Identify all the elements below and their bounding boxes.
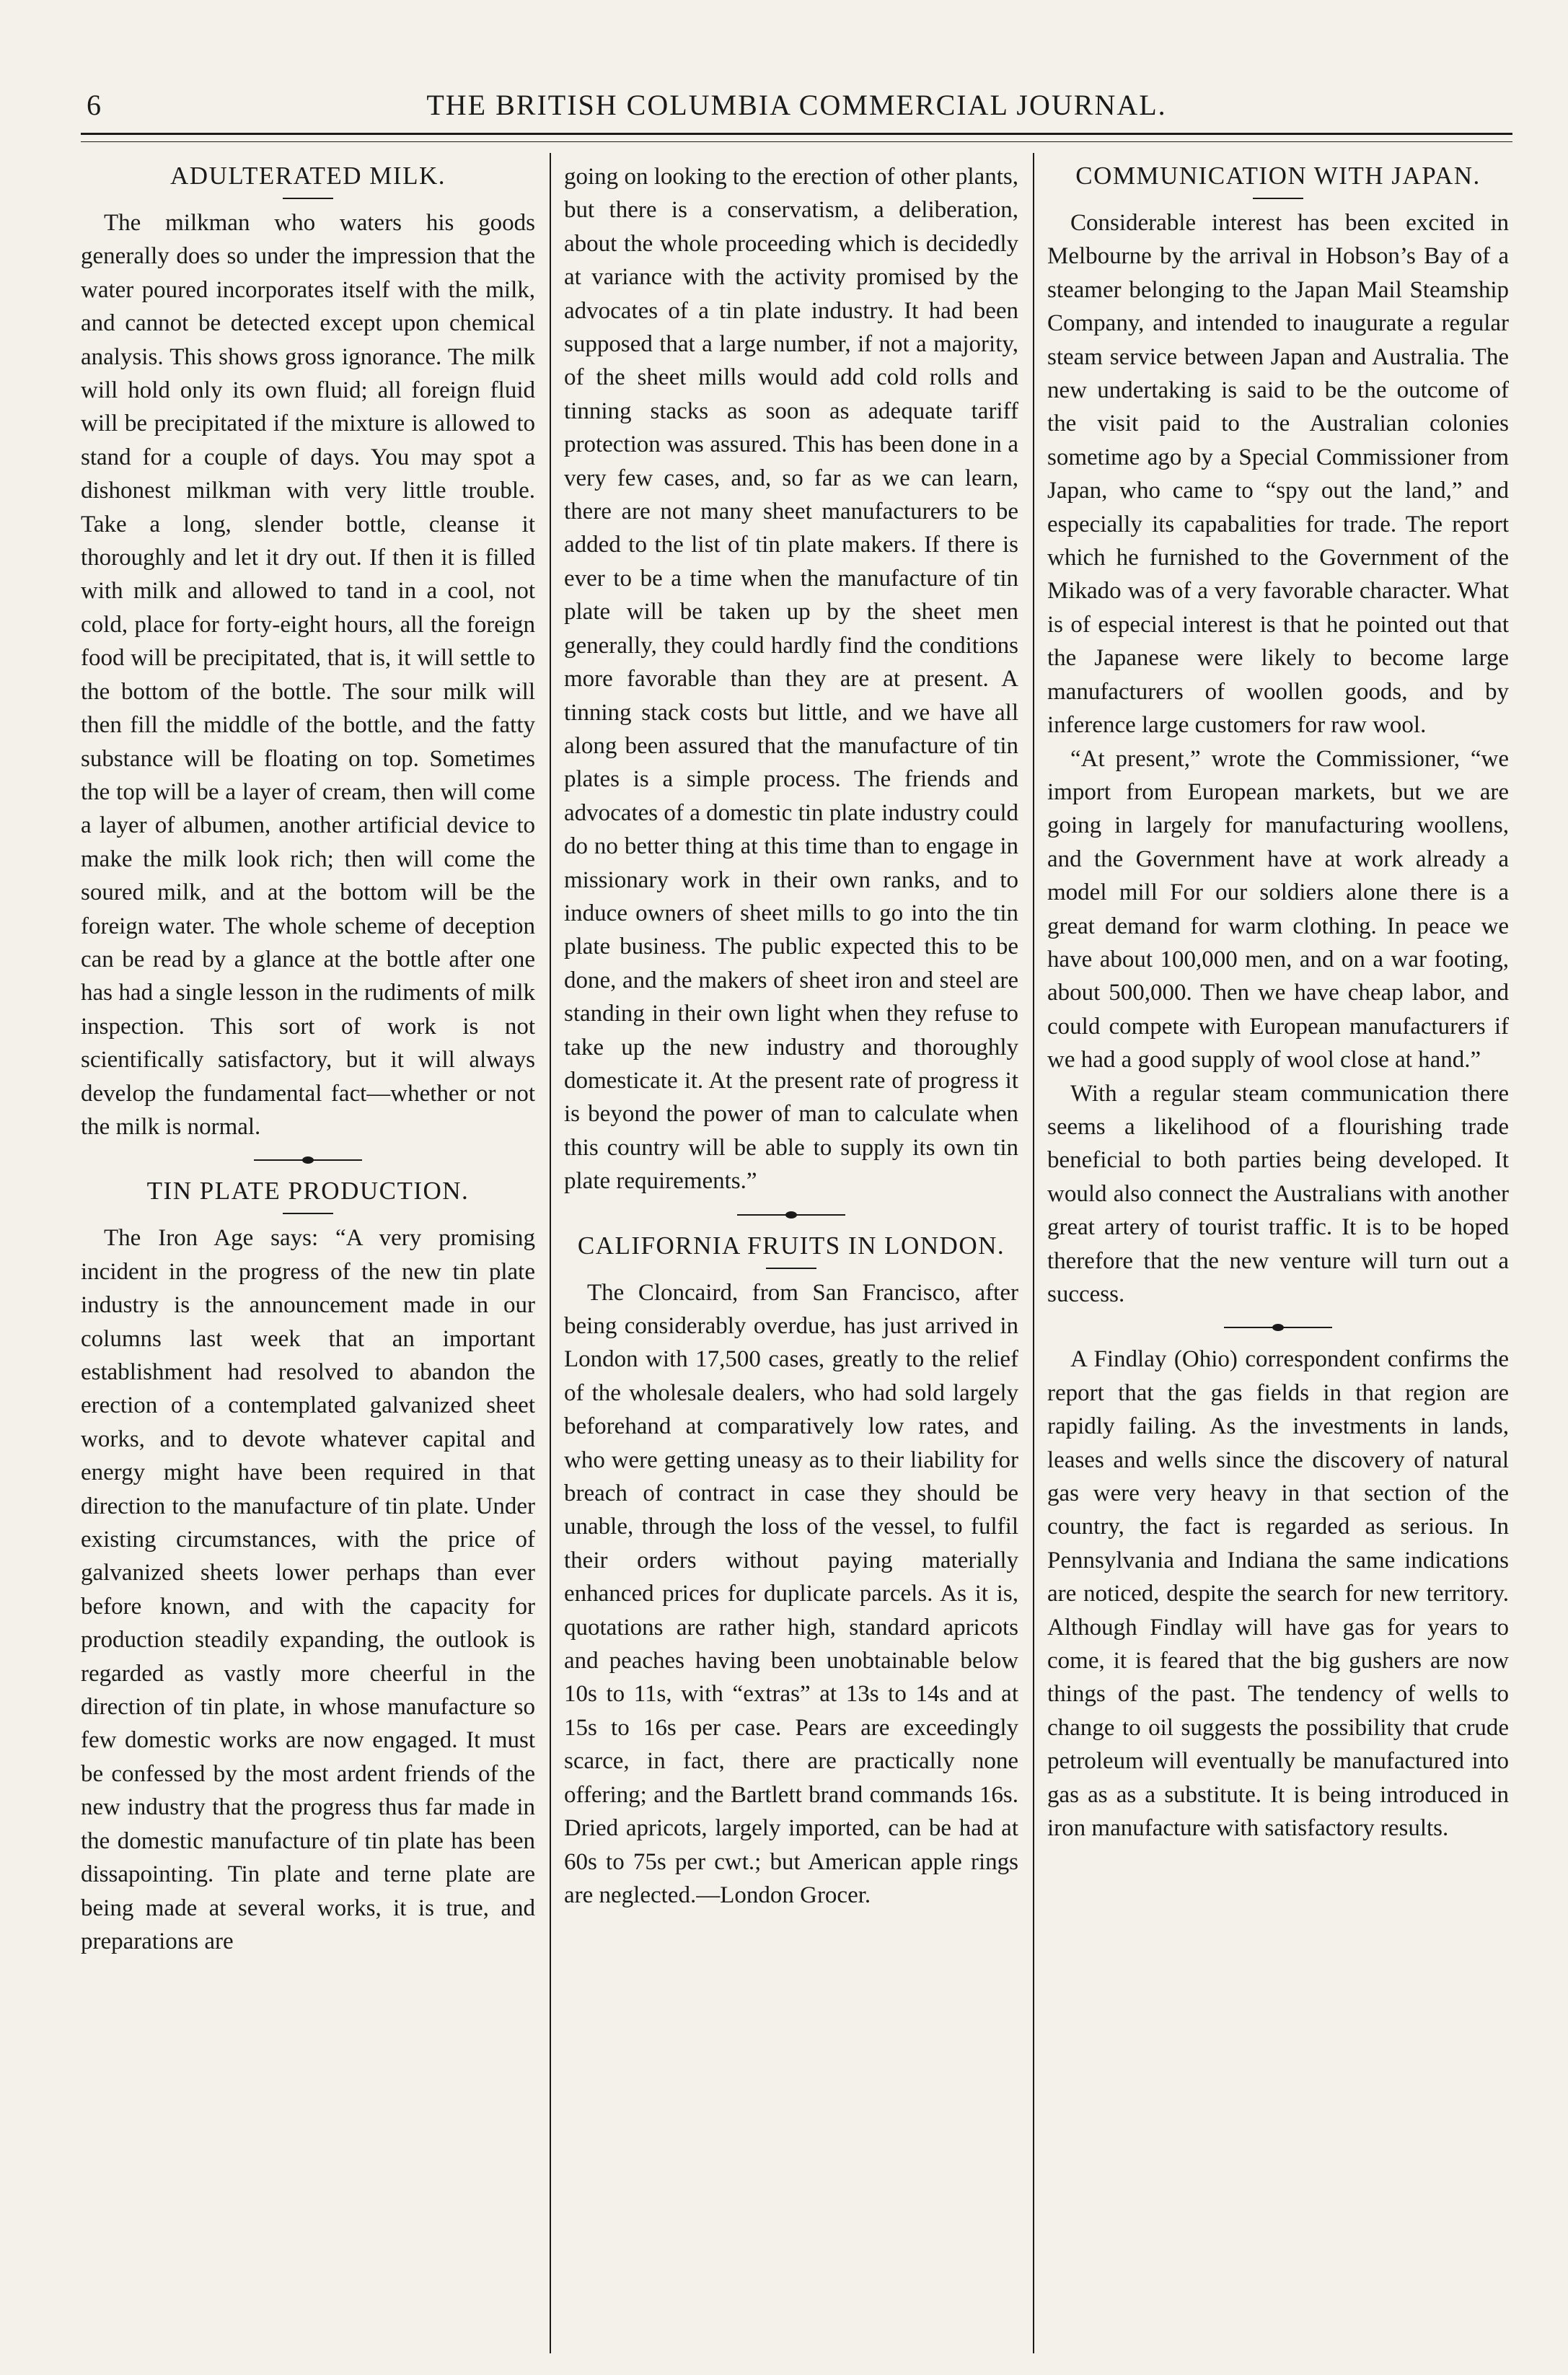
- header-rule: [81, 133, 1512, 135]
- article-paragraph: With a regular steam communication there seems a likelihood of a flourishing trade beneficial to both parties being developed. It would also connect the Australians with another great artery of tourist traffic. It is to be hoped therefore that the new venture will turn out a success.: [1047, 1080, 1509, 1307]
- article-findlay-gas-fields: [1047, 1343, 1509, 1845]
- article-body-continued: going on looking to the erection of other plants, but there is a conservatism, a deliberation, about the whole proceeding which is decidedly at variance with the activity promised by the advocates of a tin plate industry. It had been supposed that a large number, if not a majority, of the sheet mills would add cold rolls and tinning stacks as soon as adequate tariff protection was assured. This has been done in a very few cases, and, so far as we can learn, there are not many sheet manufacturers to be added to the list of tin plate makers. If there is ever to be a time when the manufacture of tin plate will be taken up by the sheet men generally, they could hardly find the conditions more favorable than they are at present. A tinning stack costs but little, and we have all along been assured that the manufacture of tin plates is a simple process. The friends and advocates of a domestic tin plate industry could do no better thing at this time than to engage in missionary work in their own ranks, and to induce owners of sheet mills to go into the tin plate business. The public expected this to be done, and the makers of sheet iron and steel are standing in their own light when they refuse to take up the new industry and thoroughly domesticate it. At the present rate of progress it is beyond the power of man to calculate when this country will be able to supply its own tin plate requirements.”: [564, 164, 1018, 1195]
- article-heading: TIN PLATE PRODUCTION.: [146, 1177, 470, 1206]
- article-body: The Iron Age says: “A very promising incident in the progress of the new tin plate industry is the announcement made in our columns last week that an important establishment had resolved to abandon the erection of a contemplated galvanized sheet works, and to devote whatever capital and energy might have been required in that direction to the manufacture of tin plate. Under existing circumstances, with the price of galvanized sheets lower perhaps than ever before known, and with the capacity for production steadily expanding, the outlook is regarded as vastly more cheerful in the direction of tin plate, in whose manufacture so few domestic works are now engaged. It must be confessed by the most ardent friends of the new industry that the progress thus far made in the domestic manufacture of tin plate has been dissapointing. Tin plate and terne plate are being made at several works, it is true, and preparations are: [81, 1225, 535, 1954]
- article-body: A Findlay (Ohio) correspondent confirms the report that the gas fields in that region are rapidly failing. As the investments in lands, leases and wells since the discovery of natural gas were very heavy in that section of the country, the fact is regarded as serious. In Pennsylvania and Indiana the same indications are noticed, despite the search for new territory. Although Findlay will have gas for years to come, it is feared that the big gushers are now things of the past. The tendency of wells to change to oil suggests the possibility that crude petroleum will eventually be manufactured into gas as as a substitute. It is being introduced in iron manufacture with satisfactory results.: [1047, 1346, 1509, 1842]
- column-2: [564, 160, 1018, 2353]
- journal-title: THE BRITISH COLUMBIA COMMERCIAL JOURNAL.: [426, 89, 1167, 121]
- heading-dash: [283, 198, 333, 199]
- article-paragraph: “At present,” wrote the Commissioner, “we import from European markets, but we are going in largely for manufacturing woollens, and the Government have at work already a model mill For our soldiers alone there is a great demand for warm clothing. In peace we have about 100,000 men, and on a war footing, about 500,000. Then we have cheap labor, and could compete with European manufacturers if we had a good supply of wool close at hand.”: [1047, 745, 1509, 1074]
- running-head: [81, 88, 1512, 131]
- article-tin-plate-continued: [564, 160, 1018, 1198]
- article-separator: [1224, 1322, 1332, 1333]
- article-communication-with-japan: [1047, 160, 1509, 1311]
- article-adulterated-milk: [81, 160, 535, 1143]
- article-heading: CALIFORNIA FRUITS IN LONDON.: [577, 1231, 1005, 1260]
- heading-dash: [1253, 198, 1303, 199]
- column-rule-1: [550, 153, 551, 2353]
- page-number: 6: [87, 89, 101, 121]
- article-separator: [737, 1210, 845, 1220]
- article-body: The milkman who waters his goods generally does so under the impression that the water poured incorporates itself with the milk, and cannot be detected except upon chemical analysis. This shows gross ignorance. The milk will hold only its own fluid; all foreign fluid will be precipitated if the mixture is allowed to stand for a couple of days. You may spot a dishonest milkman with very little trouble. Take a long, slender bottle, cleanse it thoroughly and let it dry out. If then it is filled with milk and allowed to tand in a cool, not cold, place for forty-eight hours, all the foreign food will be precipitated, that is, it will settle to the bottom of the bottle. The sour milk will then fill the middle of the bottle, and the fatty substance will be floating on top. Sometimes the top will be a layer of cream, then will come a layer of albumen, another artificial device to make the milk look rich; then will come the soured milk, and at the bottom will be the foreign water. The whole scheme of deception can be read by a glance at the bottle after one has had a single lesson in the rudiments of milk inspection. This sort of work is not scientifically satisfactory, but it will always develop the fundamental fact—whether or not the milk is normal.: [81, 210, 535, 1140]
- newspaper-page: [81, 81, 1512, 2361]
- column-3: [1047, 160, 1509, 2353]
- header-rule-thin: [81, 141, 1512, 142]
- column-rule-2: [1033, 153, 1034, 2353]
- article-heading: COMMUNICATION WITH JAPAN.: [1075, 162, 1481, 190]
- article-california-fruits: [564, 1230, 1018, 1913]
- article-tin-plate-production: [81, 1175, 535, 1958]
- article-body: The Cloncaird, from San Francisco, after being considerably overdue, has just arrived in London with 17,500 cases, greatly to the relief of the wholesale dealers, who had sold largely beforehand at comparatively low rates, and who were getting uneasy as to their liability for breach of contract in case they should be unable, through the loss of the vessel, to fulfil their orders without paying materially enhanced prices for duplicate parcels. As it is, quotations are rather high, standard apricots and peaches having been unobtainable below 10s to 11s, with “extras” at 13s to 14s and at 15s to 16s per case. Pears are exceedingly scarce, in fact, there are practically none offering; and the Bartlett brand commands 16s. Dried apricots, largely imported, can be had at 60s to 75s per cwt.; but American apple rings are neglected.—London Grocer.: [564, 1279, 1018, 1908]
- article-paragraph: Considerable interest has been excited in Melbourne by the arrival in Hobson’s Bay of a steamer belonging to the Japan Mail Steamship Company, and intended to inaugurate a regular steam service between Japan and Australia. The new undertaking is said to be the outcome of the visit paid to the Australian colonies sometime ago by a Special Commissioner from Japan, who came to “spy out the land,” and especially its capabalities for trade. The report which he furnished to the Government of the Mikado was of a very favorable character. What is of especial interest is that he pointed out that the Japanese were likely to become large manufacturers of woollen goods, and by inference large customers for raw wool.: [1047, 210, 1509, 739]
- heading-dash: [766, 1268, 816, 1269]
- column-1: [81, 160, 535, 2353]
- article-heading: ADULTERATED MILK.: [170, 162, 446, 190]
- heading-dash: [283, 1213, 333, 1214]
- article-separator: [254, 1155, 362, 1165]
